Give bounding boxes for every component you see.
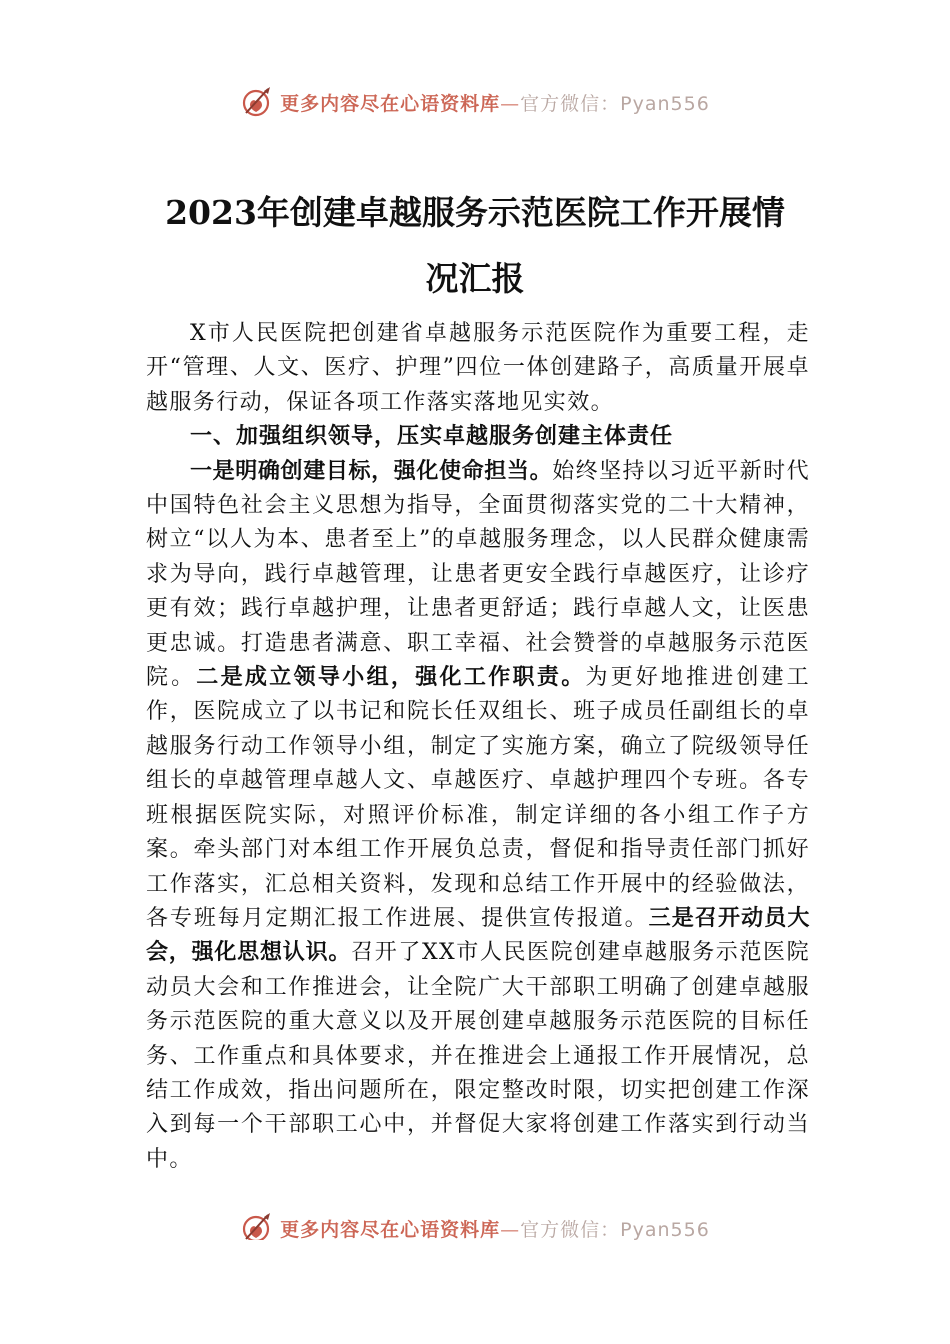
- intro-paragraph: X市人民医院把创建省卓越服务示范医院作为重要工程，走开“管理、人文、医疗、护理”四位一体创建路子，高质量开展卓越服务行动，保证各项工作落实落地见实效。: [146, 321, 810, 415]
- watermark-dash: —: [500, 92, 521, 115]
- section-1-paragraph: [146, 455, 810, 1178]
- document-body: [146, 317, 810, 1177]
- title-line-1: 2023年创建卓越服务示范医院工作开展情: [165, 193, 785, 232]
- feather-heart-logo-icon: [240, 1211, 274, 1240]
- point-1-text: 始终坚持以习近平新时代中国特色社会主义思想为指导，全面贯彻落实党的二十大精神，树立“以人为本、患者至上”的卓越服务理念，以人民群众健康需求为导向，践行卓越管理，让患者更安全践行卓越医疗，让诊疗更有效；践行卓越护理，让患者更舒适；践行卓越人文，让医患更忠诚。打造患者满意、职工幸福、社会赞誉的卓越服务示范医院。: [146, 458, 810, 691]
- point-3-text: 召开了XX市人民医院创建卓越服务示范医院动员大会和工作推进会，让全院广大干部职工明确了创建卓越服务示范医院的重大意义以及开展创建卓越服务示范医院的目标任务、工作重点和具体要求，并在推进会上通报工作开展情况，总结工作成效，指出问题所在，限定整改时限，切实把创建工作深入到每一个干部职工心中，并督促大家将创建工作落实到行动当中。: [146, 940, 810, 1172]
- footer-watermark: [0, 1204, 950, 1240]
- watermark-brand: 更多内容尽在心语资料库: [280, 92, 501, 115]
- point-2-lead: 二是成立领导小组，强化工作职责。: [196, 665, 586, 691]
- watermark-wechat: 官方微信：Pyan556: [520, 92, 710, 115]
- title-line-2: 况汇报: [425, 259, 525, 298]
- header-watermark: [0, 82, 950, 122]
- point-1-lead: 一是明确创建目标，强化使命担当。: [190, 458, 553, 484]
- watermark-dash: —: [500, 1218, 521, 1240]
- point-2-text: 为更好地推进创建工作，医院成立了以书记和院长任双组长、班子成员任副组长的卓越服务行动工作领导小组，制定了实施方案，确立了院级领导任组长的卓越管理卓越人文、卓越医疗、卓越护理四个专班。各专班根据医院实际，对照评价标准，制定详细的各小组工作子方案。牵头部门对本组工作开展负总责，督促和指导责任部门抓好工作落实，汇总相关资料，发现和总结工作开展中的经验做法，各专班每月定期汇报工作进展、提供宣传报道。: [146, 665, 810, 931]
- watermark-brand: 更多内容尽在心语资料库: [280, 1218, 501, 1240]
- watermark-wechat: 官方微信：Pyan556: [520, 1218, 710, 1240]
- section-1-heading: 一、加强组织领导，压实卓越服务创建主体责任: [190, 424, 674, 450]
- watermark-text: [280, 1215, 710, 1241]
- point-3-lead: 三是召开动员大会，强化思想认识。: [146, 905, 811, 966]
- watermark-text: [280, 89, 710, 116]
- document-title: [110, 180, 840, 312]
- feather-heart-logo-icon: [240, 85, 274, 119]
